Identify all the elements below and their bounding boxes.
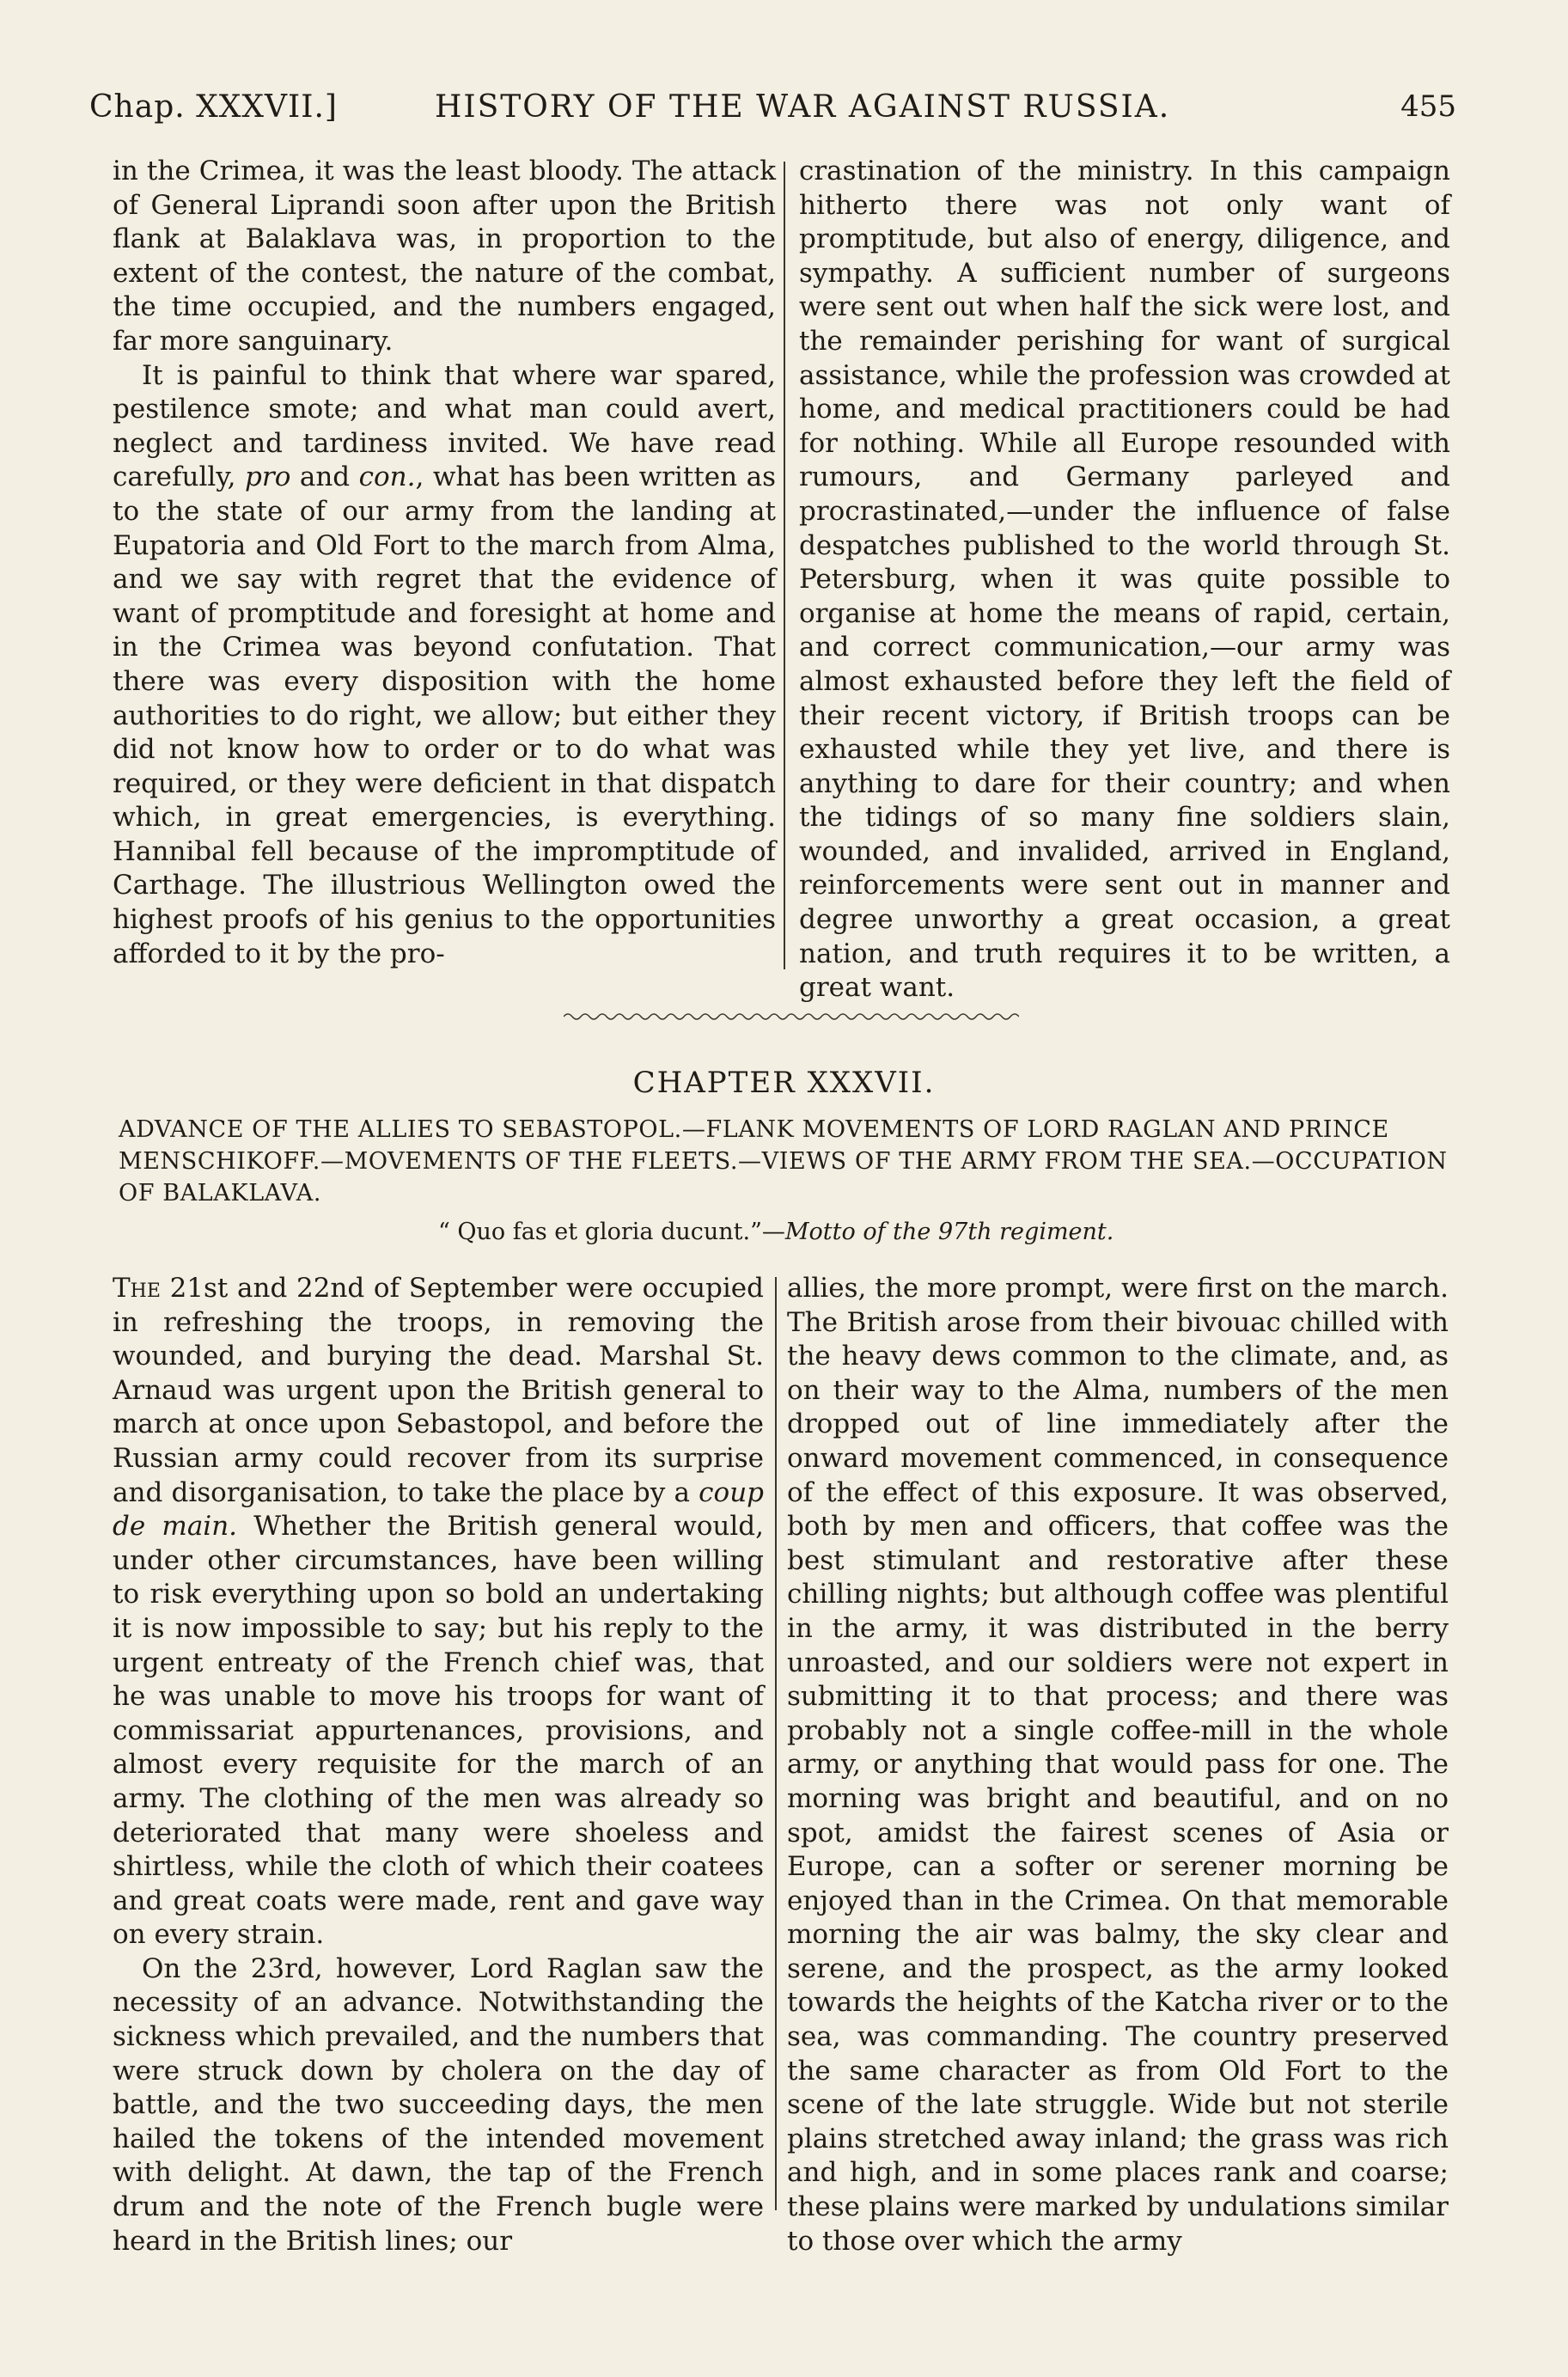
text-run: It is painful to think that where war spared, pestilence smote; and what man could avert, neglect and tardiness invited. We have read carefully, bbox=[113, 359, 776, 493]
top-left-column bbox=[113, 155, 776, 971]
text-run: and bbox=[299, 461, 351, 493]
paragraph bbox=[113, 359, 776, 972]
column-divider bbox=[784, 162, 785, 969]
bottom-left-column bbox=[113, 1272, 764, 2258]
motto-source: Motto of the 97th regiment. bbox=[784, 1219, 1114, 1245]
chapter-heading: CHAPTER XXXVII. bbox=[632, 1066, 936, 1100]
chapter-subheading: ADVANCE OF THE ALLIES TO SEBASTOPOL.—FLANK MOVEMENTS OF LORD RAGLAN AND PRINCE MENSCHIKOFF.—MOVEMENTS OF THE FLEETS.—VIEWS OF THE ARMY FROM THE SEA.—OCCUPATION OF BALAKLAVA. bbox=[119, 1116, 1448, 1207]
paragraph bbox=[113, 1272, 764, 1952]
text-run: Whether the British general would, under other circumstances, have been willing to risk everything upon so bold an undertaking it is now impossible to say; but his reply to the urgent entreaty of the French chief was, that he was unable to move his troops for want of commissariat appurtenances, provisions, and almost every requisite for the march of an army. The clothing of the men was already so deteriorated that many were shoeless and shirtless, while the cloth of which their coatees and great coats were made, rent and gave way on every strain. bbox=[113, 1511, 765, 1951]
italic-text: pro bbox=[245, 461, 291, 493]
chapter-motto bbox=[438, 1219, 1452, 1245]
header-title: HISTORY OF THE WAR AGAINST RUSSIA. bbox=[435, 89, 1171, 125]
header-chapter: Chap. XXXVII.] bbox=[89, 89, 338, 125]
text-run: , what has been written as to the state of our army from the landing at Eupatoria and Old Fort to the march from Alma, and we say with regret that the evidence of want of promptitude and foresight at home and in the Crimea was beyond confutation. That there was every disposition with the home authorities to do right, we allow; but either they did not know how to order or to do what was required, or they were deficient in that dispatch which, in great emergencies, is everything. Hannibal fell because of the impromptitude of Carthage. The illustrious Wellington owed the highest proofs of his genius to the opportunities afforded to it by the pro- bbox=[113, 461, 777, 969]
paragraph: in the Crimea, it was the least bloody. The attack of General Liprandi soon after upon the British flank at Balaklava was, in proportion to the extent of the contest, the nature of the combat, the time occupied, and the numbers engaged, far more sanguinary. bbox=[113, 156, 776, 357]
running-header bbox=[0, 89, 1568, 141]
page-number: 455 bbox=[1400, 89, 1456, 124]
paragraph: crastination of the ministry. In this campaign hitherto there was not only want of promptitude, but also of energy, diligence, and sympathy. A sufficient number of surgeons were sent out when half the sick were lost, and the remainder perishing for want of surgical assistance, while the profession was crowded at home, and medical practitioners could be had for nothing. While all Europe resounded with rumours, and Germany parleyed and procrastinated,—under the influence of false despatches published to the world through St. Petersburg, when it was quite possible to organise at home the means of rapid, certain, and correct communication,—our army was almost exhausted before they left the field of their recent victory, if British troops can be exhausted while they yet live, and there is anything to dare for their country; and when the tidings of so many fine soldiers slain, wounded, and invalided, arrived in England, reinforcements were sent out in manner and degree unworthy a great occasion, a great nation, and truth requires it to be written, a great want. bbox=[799, 156, 1450, 1004]
bottom-right-column bbox=[787, 1272, 1449, 2258]
text-run: 21st and 22nd of September were occupied in refreshing the troops, in removing the wounded, and burying the dead. Marshal St. Arnaud was urgent upon the British general to march at once upon Sebastopol, and before the Russian army could recover from its surprise and disorganisation, to take the place by a bbox=[113, 1273, 764, 1508]
italic-text: con. bbox=[358, 461, 416, 493]
italic-text: coup de main. bbox=[113, 1476, 765, 1543]
top-right-column bbox=[799, 155, 1450, 1005]
paragraph: allies, the more prompt, were first on the march. The British arose from their bivouac chilled with the heavy dews common to the climate, and, as on their way to the Alma, numbers of the men dropped out of line immediately after the onward movement commenced, in consequence of the effect of this exposure. It was observed, both by men and officers, that coffee was the best stimulant and restorative after these chilling nights; but although coffee was plentiful in the army, it was distributed in the berry unroasted, and our soldiers were not expert in submitting it to that process; and there was probably not a single coffee-mill in the whole army, or anything that would pass for one. The morning was bright and beautiful, and on no spot, amidst the fairest scenes of Asia or Europe, can a softer or serener morning be enjoyed than in the Crimea. On that memorable morning the air was balmy, the sky clear and serene, and the prospect, as the army looked towards the heights of the Katcha river or to the sea, was commanding. The country preserved the same character as from Old Fort to the scene of the late struggle. Wide but not sterile plains stretched away inland; the grass was rich and high, and in some places rank and coarse; these plains were marked by undulations similar to those over which the army bbox=[787, 1273, 1449, 2257]
column-divider bbox=[775, 1277, 777, 2210]
decorative-wavy-rule bbox=[564, 1010, 1019, 1024]
paragraph: On the 23rd, however, Lord Raglan saw the necessity of an advance. Notwithstanding the sickness which prevailed, and the numbers that were struck down by cholera on the day of battle, and the two succeeding days, the men hailed the tokens of the intended movement with delight. At dawn, the tap of the French drum and the note of the French bugle were heard in the British lines; our bbox=[113, 1952, 764, 2257]
motto-quote: “ Quo fas et gloria ducunt.”— bbox=[438, 1219, 785, 1245]
lead-word: The bbox=[113, 1273, 161, 1304]
